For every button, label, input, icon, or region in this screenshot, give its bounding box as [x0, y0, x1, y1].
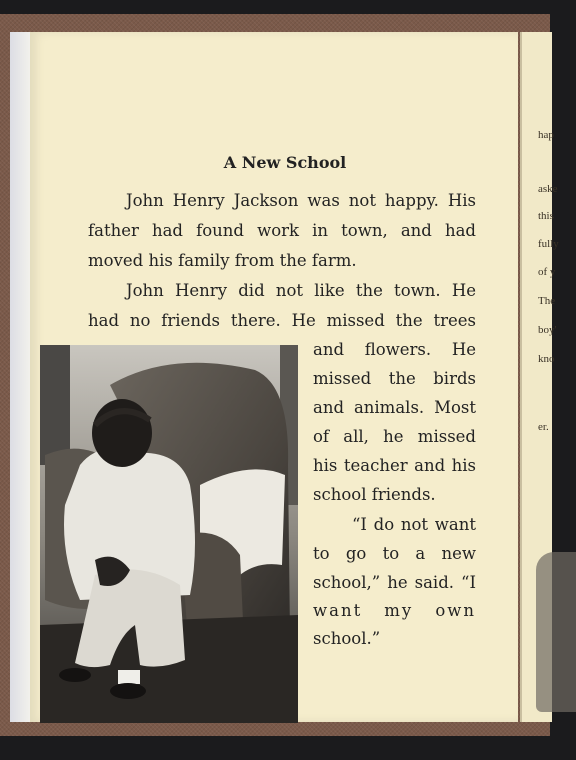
text-line: missed the birds	[313, 369, 476, 388]
text-line: his teacher and his	[313, 456, 476, 475]
next-page-fragment: of y	[538, 266, 556, 278]
boy-shoe	[110, 683, 146, 699]
text-line: moved his family from the farm.	[88, 251, 357, 270]
boy-sock	[118, 670, 140, 684]
next-page-fragment: aske	[538, 183, 558, 195]
next-page-fragment: The	[538, 295, 556, 307]
next-page-fragment: kno	[538, 353, 555, 365]
page-edge	[10, 32, 30, 722]
next-page-edge[interactable]	[520, 32, 559, 722]
doorway	[40, 345, 70, 465]
next-page-fragment: hap	[538, 129, 554, 141]
text-line: “I do not want	[352, 515, 476, 534]
text-line: school friends.	[313, 485, 436, 504]
text-line: John Henry did not like the town. He	[126, 281, 476, 300]
text-line: of all, he missed	[313, 427, 476, 446]
text-line: and animals. Most	[313, 398, 476, 417]
text-line: school,” he said. “I	[313, 573, 476, 592]
next-page-fragment: boy'	[538, 324, 557, 336]
text-line: and flowers. He	[313, 340, 476, 359]
text-line: school.”	[313, 629, 381, 648]
next-page-fragment: er.	[538, 421, 549, 433]
text-line: to go to a new	[313, 544, 476, 563]
next-page-fragment: this	[538, 210, 554, 222]
text-line: father had found work in town, and had	[88, 221, 476, 240]
next-page-figure	[536, 552, 576, 712]
text-line: want my own	[313, 601, 476, 620]
photo-illustration	[40, 345, 298, 723]
next-page-fragment: fully	[538, 238, 559, 250]
text-line: John Henry Jackson was not happy. His	[126, 191, 476, 210]
text-line: had no friends there. He missed the trees	[88, 311, 476, 330]
boy-shoe	[59, 668, 91, 682]
page-title: A New School	[223, 153, 347, 172]
boy-in-armchair-photo	[40, 345, 298, 723]
